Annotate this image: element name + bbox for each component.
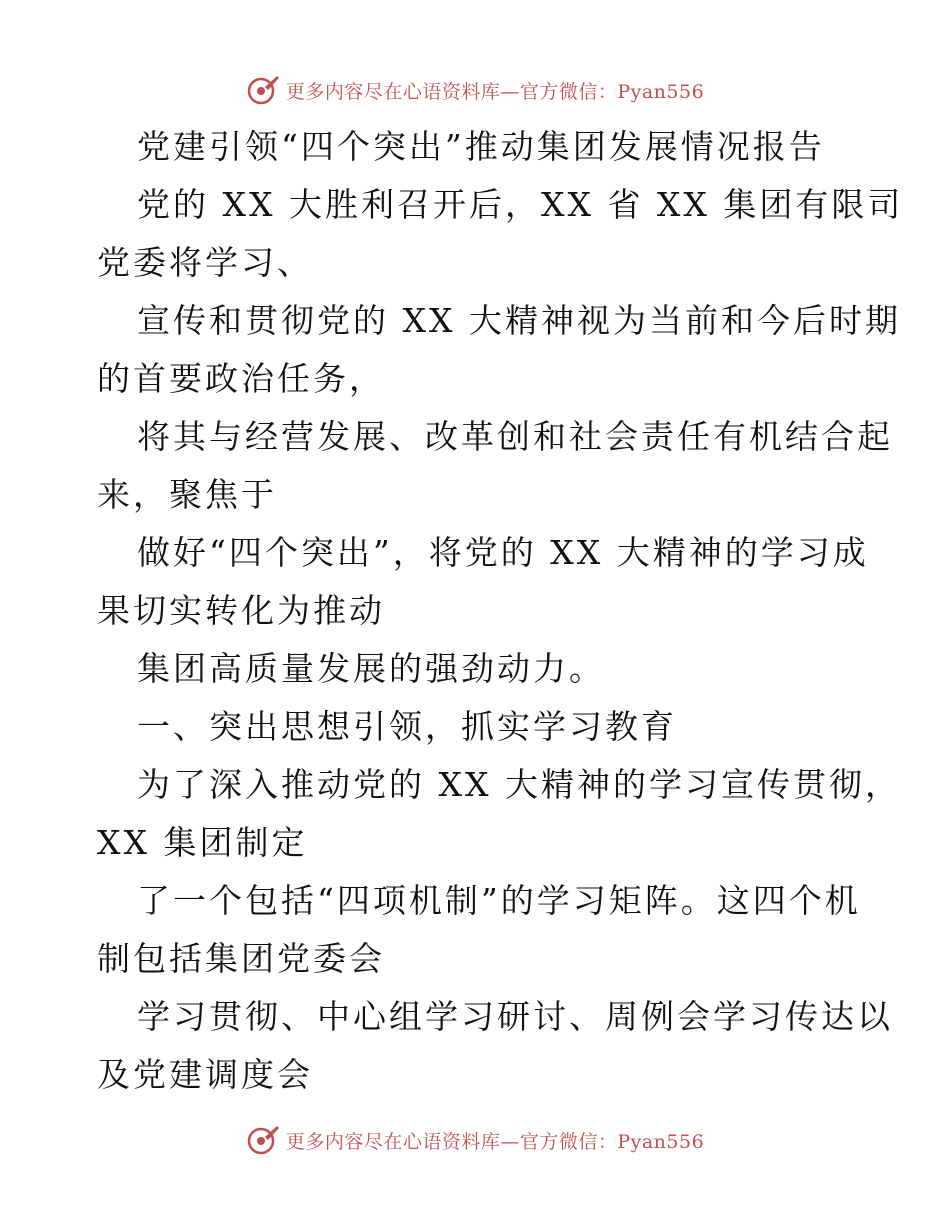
footer-watermark <box>0 1120 950 1160</box>
paragraph-line: 了一个包括“四项机制”的学习矩阵。这四个机 <box>137 881 861 920</box>
pen-logo-icon <box>246 73 280 107</box>
paragraph-line: 党建引领“四个突出”推动集团发展情况报告 <box>137 127 825 166</box>
paragraph-continuation-line: 及党建调度会 <box>97 1055 313 1094</box>
paragraph-line: 党的 XX 大胜利召开后，XX 省 XX 集团有限司 <box>137 185 904 224</box>
paragraph-line: 学习贯彻、中心组学习研讨、周例会学习传达以 <box>137 997 893 1036</box>
watermark-text: 更多内容尽在心语资料库—官方微信：Pyan556 <box>285 1130 705 1153</box>
watermark-text: 更多内容尽在心语资料库—官方微信：Pyan556 <box>285 80 705 103</box>
pen-logo-icon <box>246 1123 280 1157</box>
header-watermark <box>0 70 950 110</box>
paragraph-continuation-line: 果切实转化为推动 <box>97 591 385 630</box>
paragraph-continuation-line: XX 集团制定 <box>97 823 308 862</box>
paragraph-continuation-line: 制包括集团党委会 <box>97 939 385 978</box>
paragraph-line: 集团高质量发展的强劲动力。 <box>137 649 605 688</box>
paragraph-line: 做好“四个突出”，将党的 XX 大精神的学习成 <box>137 533 869 572</box>
paragraph-line: 宣传和贯彻党的 XX 大精神视为当前和今后时期 <box>137 301 901 340</box>
paragraph-line: 为了深入推动党的 XX 大精神的学习宣传贯彻， <box>137 765 901 804</box>
paragraph-continuation-line: 的首要政治任务， <box>97 359 385 398</box>
paragraph-continuation-line: 来，聚焦于 <box>97 475 277 514</box>
paragraph-line: 一、突出思想引领，抓实学习教育 <box>137 707 677 746</box>
paragraph-line: 将其与经营发展、改革创和社会责任有机结合起 <box>137 417 893 456</box>
paragraph-continuation-line: 党委将学习、 <box>97 243 313 282</box>
